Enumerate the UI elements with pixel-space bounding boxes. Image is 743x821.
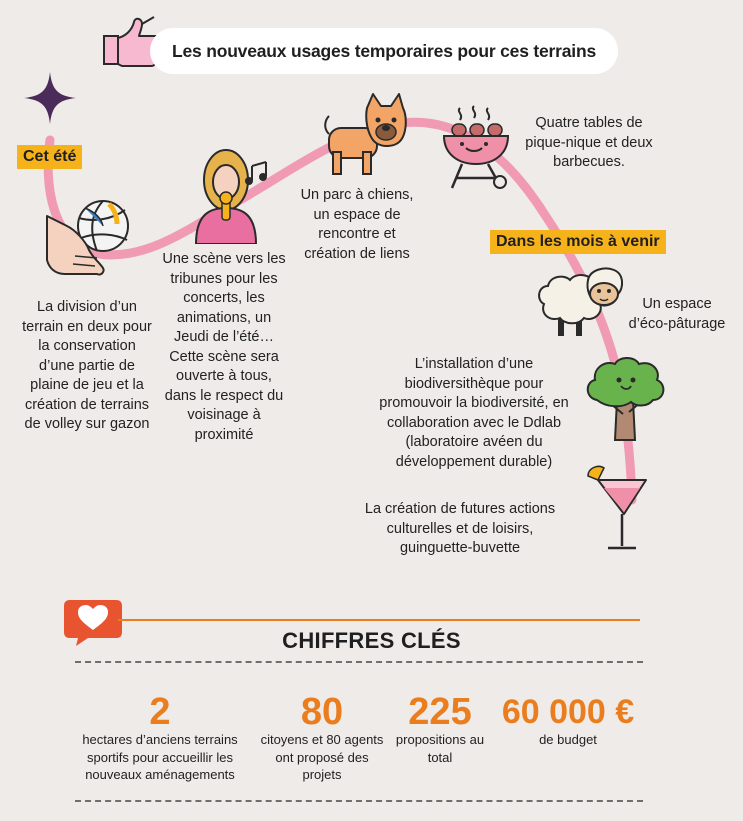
singer-icon [186, 146, 276, 244]
barbecue-icon [438, 104, 514, 190]
stat-caption-budget: de budget [539, 732, 597, 747]
tag-coming-months-text: Dans les mois à venir [496, 233, 660, 250]
stat-caption-proposals: propositions au total [395, 732, 485, 765]
key-figures-heading: CHIFFRES CLÉS [282, 628, 461, 653]
volleyball-icon [45, 196, 135, 280]
stat-value-citizens: 80 [300, 691, 344, 733]
timeline-item-volleyball: La division d’un terrain en deux pour la conservation d’une partie de plaine de jeu et la création de terrains de volley sur gazon [22, 299, 152, 432]
sparkle-icon [22, 70, 78, 126]
stat-caption-citizens: citoyens et 80 agents ont proposé des projets [260, 732, 384, 782]
stat-value-hectares: 2 [149, 691, 171, 733]
tag-coming-months [490, 230, 666, 254]
page-title [150, 28, 618, 74]
cocktail-icon [584, 462, 654, 554]
stat-value-proposals: 225 [408, 691, 472, 733]
timeline-item-dog-park: Un parc à chiens, un espace de rencontre et création de liens [300, 187, 414, 262]
timeline-item-biodiversity: L’installation d’une biodiversithèque pour promouvoir la biodiversité, en collaboration avec le Ddlab (laboratoire avéen du développement durable) [379, 356, 569, 470]
timeline-item-guinguette: La création de futures actions culturelles et de loisirs, guinguette-buvette [364, 501, 556, 556]
tag-this-summer [17, 145, 82, 169]
dashed-divider-bottom [75, 800, 643, 802]
tree-icon [583, 354, 669, 446]
sheep-icon [536, 264, 626, 342]
page-title-text: Les nouveaux usages temporaires pour ces terrains [172, 40, 596, 61]
timeline-item-eco-grazing: Un espace d’éco-pâturage [628, 296, 726, 332]
timeline-item-barbecue: Quatre tables de pique-nique et deux barbecues. [525, 115, 653, 170]
stat-caption-hectares: hectares d’anciens terrains sportifs pour accueillir les nouveaux aménagements [82, 732, 238, 782]
dog-icon [323, 92, 409, 182]
dashed-divider-top [75, 661, 643, 663]
section-rule-top [118, 619, 640, 621]
timeline-item-stage: Une scène vers les tribunes pour les concerts, les animations, un Jeudi de l’été… Cette scène sera ouverte à tous, dans le respect du voisinage à proximité [162, 251, 286, 443]
tag-this-summer-text: Cet été [23, 148, 77, 165]
stat-value-budget: 60 000 € [501, 693, 635, 731]
